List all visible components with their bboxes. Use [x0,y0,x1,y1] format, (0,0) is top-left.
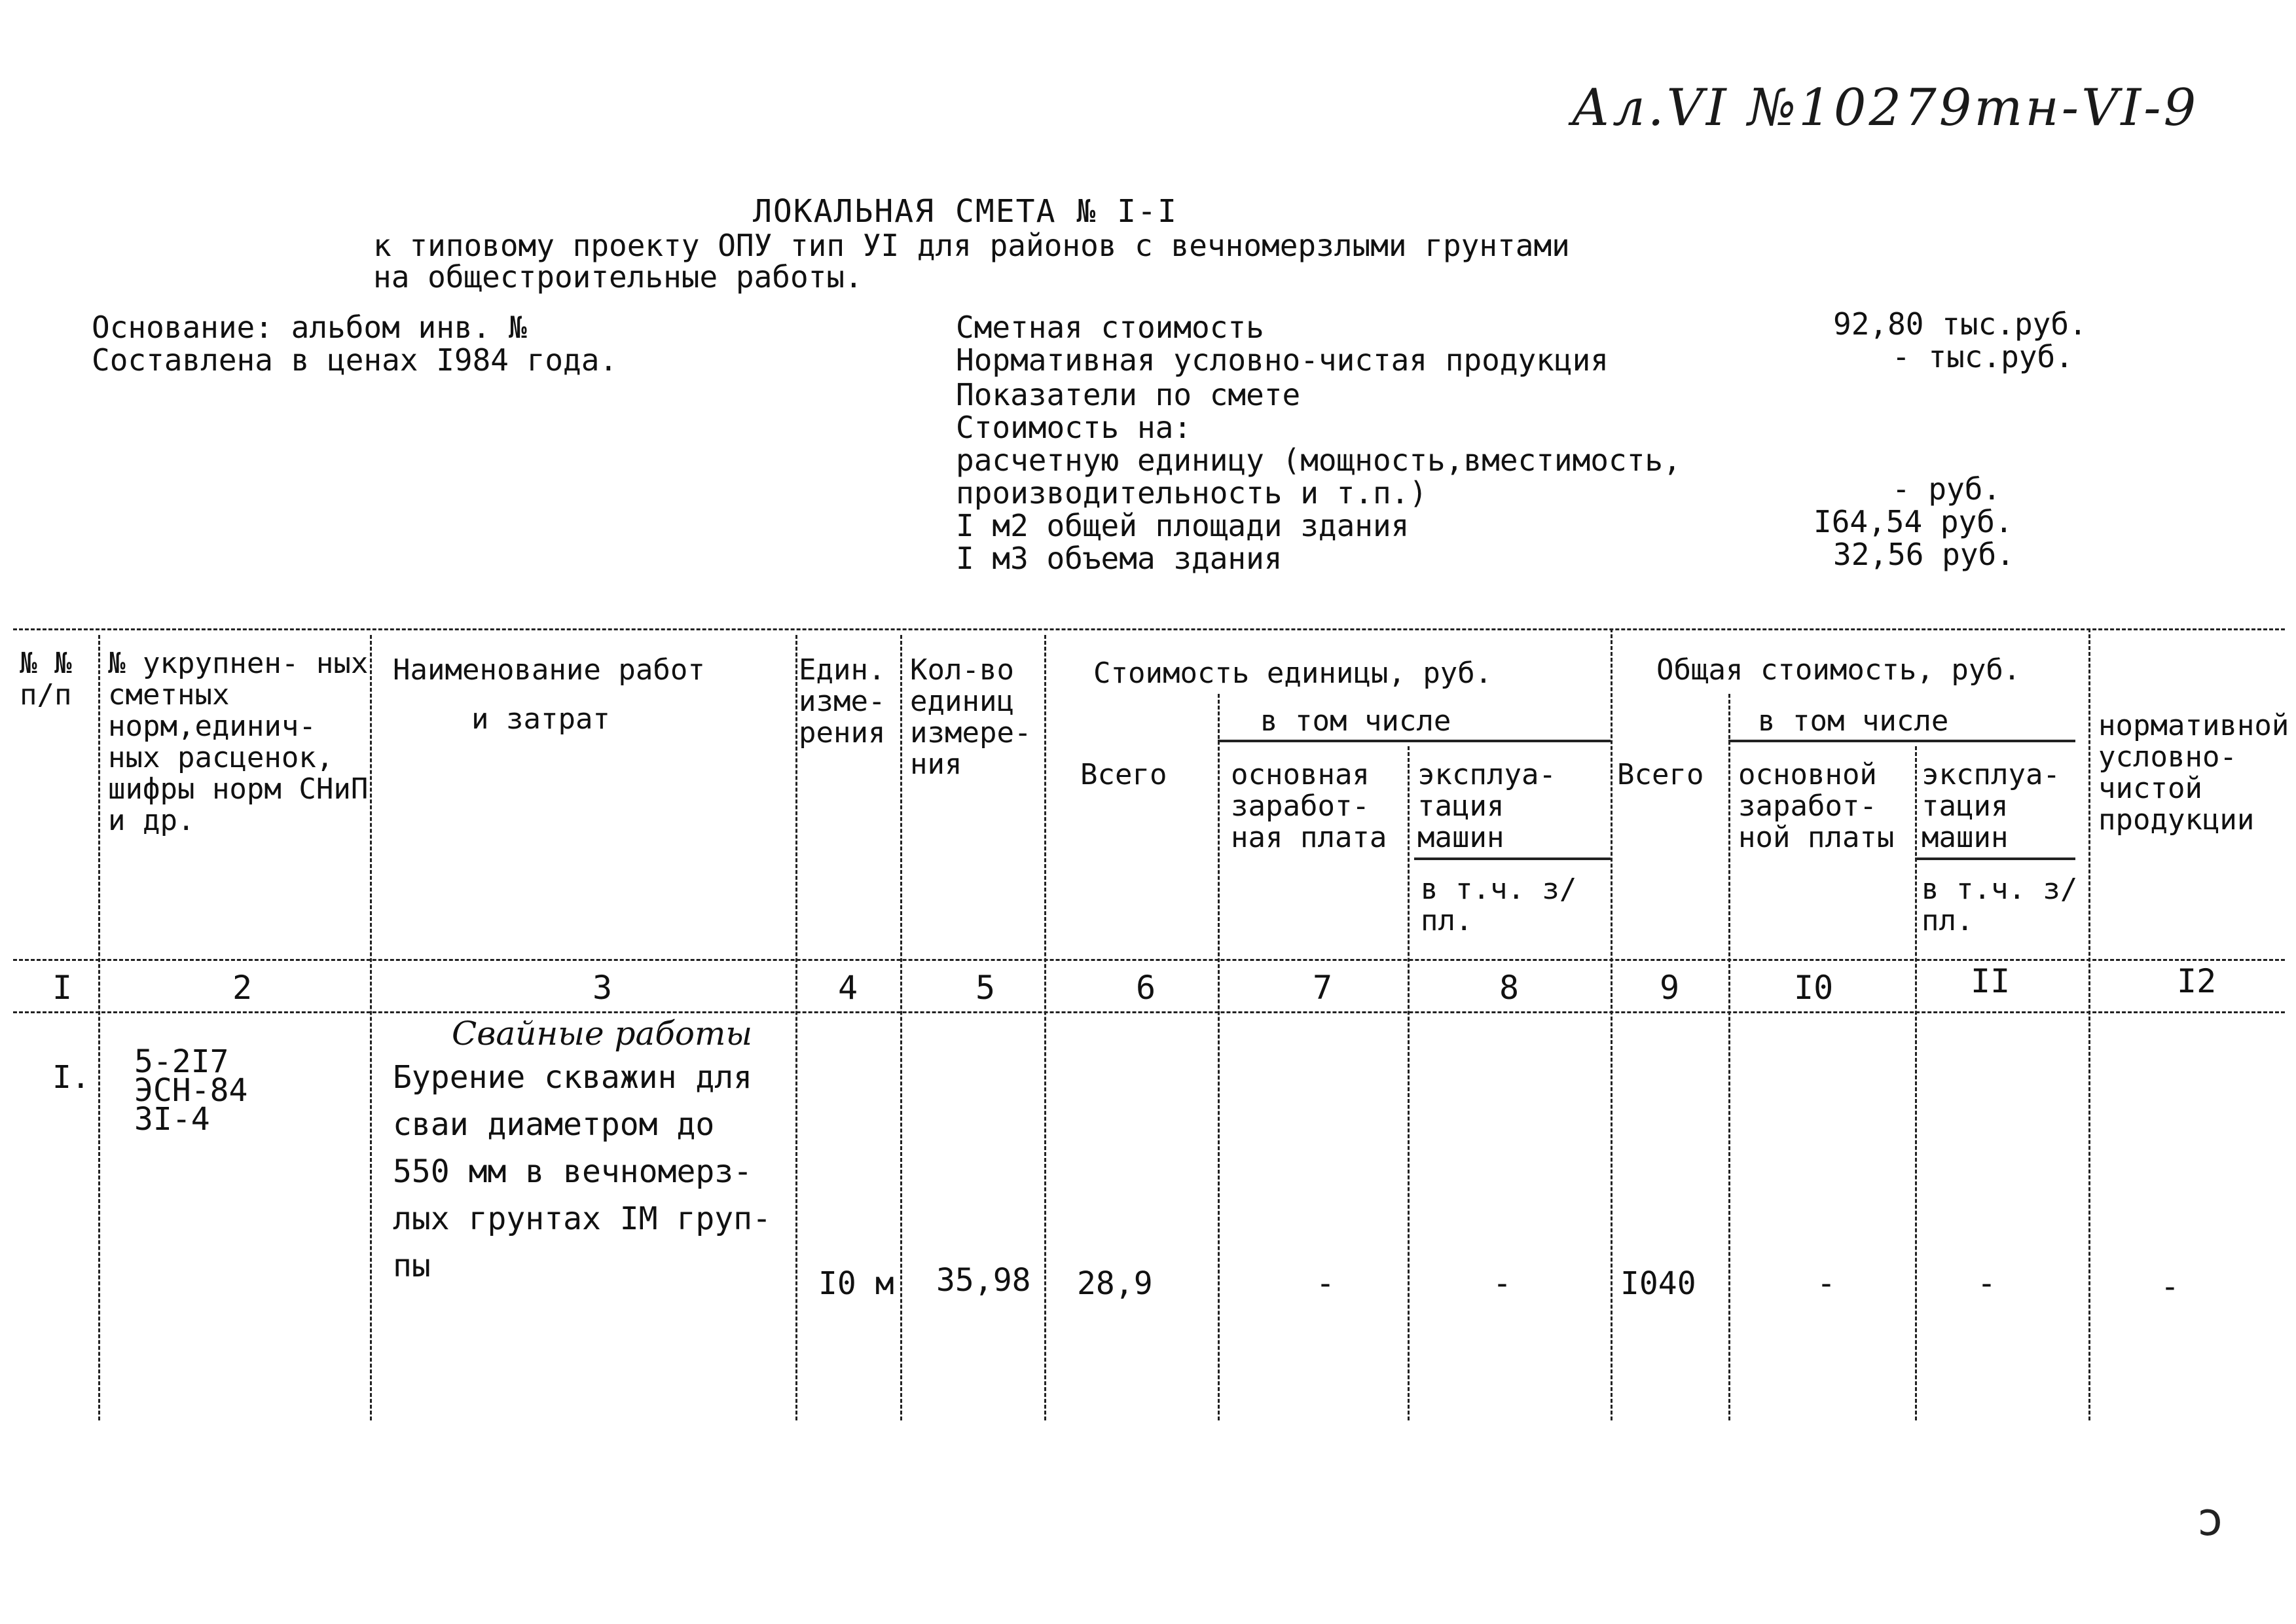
col-number-4: 4 [838,969,858,1007]
col-number-1: I [52,969,73,1007]
header-total-cost: Общая стоимость, руб. [1656,653,2021,687]
row-total-wage: - [1817,1265,1836,1302]
col-number-9: 9 [1660,969,1680,1007]
col-divider-6 [1218,694,1220,1420]
row-normative: - [2160,1269,2179,1305]
header-col-2: № укрупнен- ных сметных норм,единич- ных расценок, шифры норм СНиП и др. [108,647,369,837]
basis-line-2: Составлена в ценах I984 года. [92,342,618,378]
header-col-1: № № п/п [20,647,72,712]
header-incl-2: в том числе [1758,704,1949,738]
basis-line-1: Основание: альбом инв. № [92,310,527,345]
row-quantity: 35,98 [936,1262,1031,1299]
header-col-10: основной заработ- ной платы [1738,758,1895,854]
header-col-11-sub: в т.ч. з/пл. [1922,873,2078,937]
header-incl-1: в том числе [1260,704,1451,738]
col-divider-7 [1408,746,1410,1420]
corner-mark: ɔ [2196,1492,2225,1546]
total-cost-incl-underline [1728,740,2075,742]
col-number-10: I0 [1794,969,1834,1007]
col-divider-11 [2088,628,2090,1420]
indicators-label: Показатели по смете [956,377,1301,412]
header-col-11: эксплуа- тация машин [1922,758,2060,854]
table-top-border [13,628,2285,630]
col-divider-1 [98,635,100,1420]
header-col-9: Всего [1617,758,1704,791]
header-col-4: Един. изме- рения [799,653,886,749]
subtitle-line-2: на общестроительные работы. [373,259,863,295]
header-col-3-line-1: Наименование работ [393,653,705,687]
header-col-3-line-2: и затрат [471,702,610,736]
col-number-11: II [1971,962,2011,1000]
normative-product-label: Нормативная условно-чистая продукция [956,342,1609,378]
subtitle-line-1: к типовому проекту ОПУ тип УI для районов с вечномерзлыми грунтами [373,228,1570,263]
header-col-7: основная заработ- ная плата [1231,758,1387,854]
area-label: I м2 общей площади здания [956,508,1410,543]
estimated-cost-value: 92,80 тыс.руб. [1833,306,2087,342]
col-number-7: 7 [1313,969,1333,1007]
row-name-line-3: 550 мм в вечномерз- [393,1153,753,1190]
header-col-8-sub: в т.ч. з/пл. [1421,873,1577,937]
section-label: Свайные работы [452,1015,753,1053]
cost-on-label: Стоимость на: [956,410,1192,445]
col-number-6: 6 [1136,969,1156,1007]
row-unit-total: 28,9 [1077,1265,1153,1302]
row-unit: I0 м [818,1265,894,1302]
row-name-line-5: пы [393,1248,431,1284]
row-name-line-4: лых грунтах IМ груп- [393,1200,771,1237]
header-unit-cost: Стоимость единицы, руб. [1093,657,1493,690]
row-code-2: ЭСН-84 [134,1072,248,1109]
area-value: I64,54 руб. [1813,504,2013,539]
row-name-line-2: сваи диаметром до [393,1106,715,1143]
unit-label-1: расчетную единицу (мощность,вместимость, [956,442,1681,478]
col-number-12: I2 [2177,962,2217,1000]
header-col-5: Кол-во единиц измере- ния [910,653,1032,781]
unit-value: - руб. [1892,471,2001,507]
col-divider-3 [795,635,797,1420]
row-code-1: 5-2I7 [134,1043,229,1080]
header-bottom-border [13,959,2285,961]
machines-underline-1 [1414,857,1611,860]
row-machines: - [1493,1265,1512,1302]
header-col-6: Всего [1080,758,1167,791]
row-number: I. [52,1059,90,1096]
unit-label-2: производительность и т.п.) [956,475,1428,511]
col-number-3: 3 [592,969,613,1007]
row-name-line-1: Бурение скважин для [393,1059,753,1096]
col-divider-2 [370,635,372,1420]
volume-label: I м3 объема здания [956,541,1283,576]
col-divider-10 [1915,746,1917,1420]
header-col-12: нормативной условно-чистой продукции [2098,709,2289,837]
machines-underline-2 [1915,857,2075,860]
document-number: Ал.VI №10279тн-VI-9 [1571,79,2199,137]
col-number-2: 2 [232,969,253,1007]
col-divider-9 [1728,694,1730,1420]
row-wage: - [1316,1265,1335,1302]
row-total-machines: - [1977,1265,1996,1302]
col-divider-8 [1611,628,1613,1420]
estimated-cost-label: Сметная стоимость [956,310,1264,345]
normative-product-value: - тыс.руб. [1892,339,2073,374]
header-col-8: эксплуа- тация машин [1417,758,1556,854]
col-divider-4 [900,635,902,1420]
col-number-8: 8 [1499,969,1520,1007]
volume-value: 32,56 руб. [1833,537,2014,572]
row-code-3: 3I-4 [134,1101,210,1138]
page-title: ЛОКАЛЬНАЯ СМЕТА № I-I [753,193,1178,230]
row-total: I040 [1620,1265,1696,1302]
column-numbers-border [13,1011,2285,1013]
col-divider-5 [1044,635,1046,1420]
unit-cost-incl-underline [1218,740,1611,742]
col-number-5: 5 [975,969,996,1007]
